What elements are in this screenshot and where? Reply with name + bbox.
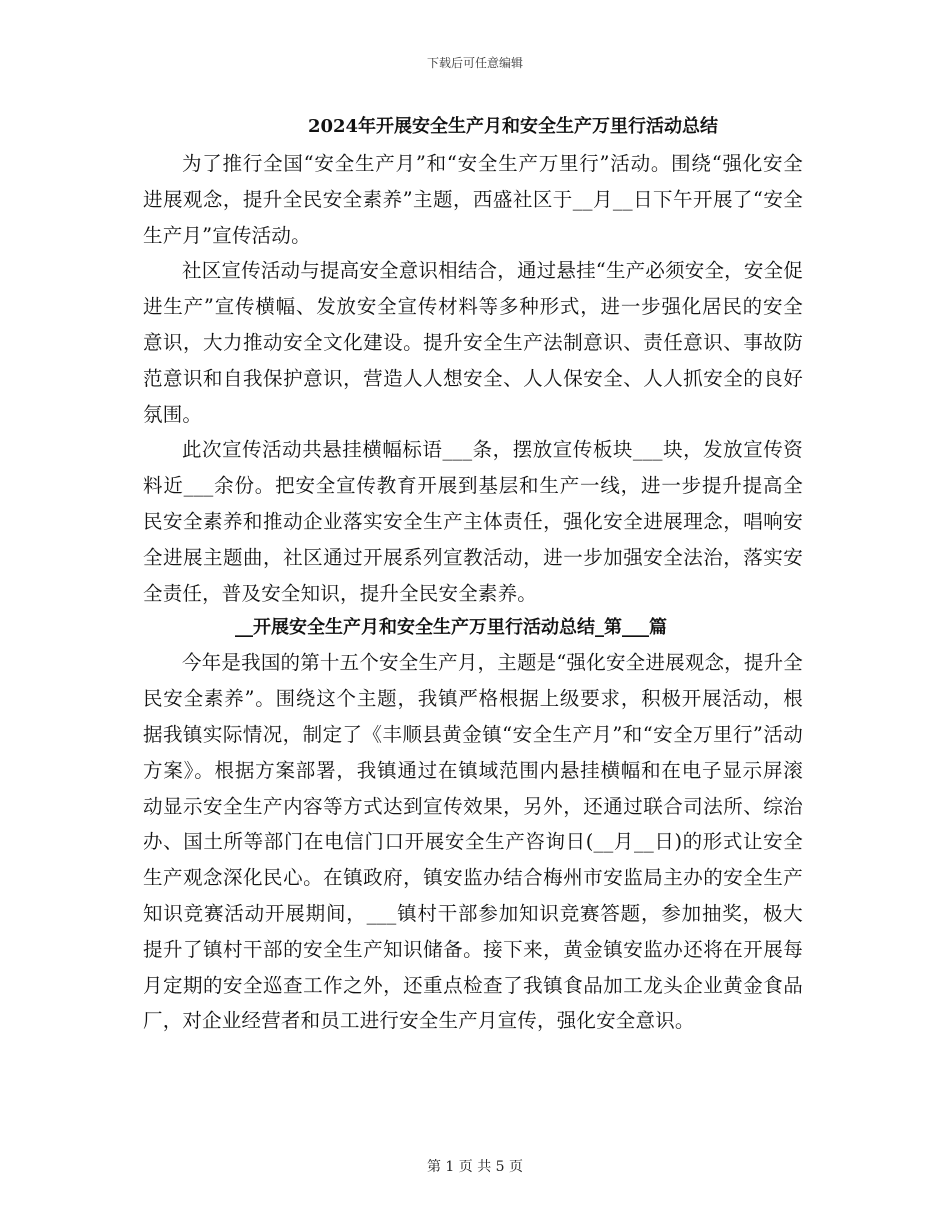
paragraph-3: 此次宣传活动共悬挂横幅标语___条，摆放宣传板块___块，发放宣传资料近___余份。把安全宣传教育开展到基层和生产一线，进一步提升提高全民安全素养和推动企业落实安全生产主体责任，强化安全进展理念，唱响安全进展主题曲，社区通过开展系列宣教活动，进一步加强安全法治，落实安全责任，普及安全知识，提升全民安全素养。 xyxy=(143,438,803,605)
document-body xyxy=(143,110,803,1039)
paragraph-2: 社区宣传活动与提高安全意识相结合，通过悬挂“生产必须安全，安全促进生产”宣传横幅、发放安全宣传材料等多种形式，进一步强化居民的安全意识，大力推动安全文化建设。提升安全生产法制意识、责任意识、事故防范意识和自我保护意识，营造人人想安全、人人保安全、人人抓安全的良好氛围。 xyxy=(143,259,803,426)
document-title: 2024年开展安全生产月和安全生产万里行活动总结 xyxy=(307,116,719,137)
header-note: 下载后可任意编辑 xyxy=(426,56,523,70)
paragraph-1: 为了推行全国“安全生产月”和“安全生产万里行”活动。围绕“强化安全进展观念，提升全民安全素养”主题，西盛社区于__月__日下午开展了“安全生产月”宣传活动。 xyxy=(143,152,803,247)
section-paragraph-1: 今年是我国的第十五个安全生产月，主题是“强化安全进展观念，提升全民安全素养”。围绕这个主题，我镇严格根据上级要求，积极开展活动，根据我镇实际情况，制定了《丰顺县黄金镇“安全生产月”和“安全万里行”活动方案》。根据方案部署，我镇通过在镇域范围内悬挂横幅和在电子显示屏滚动显示安全生产内容等方式达到宣传效果，另外，还通过联合司法所、综治办、国土所等部门在电信门口开展安全生产咨询日(__月__日)的形式让安全生产观念深化民心。在镇政府，镇安监办结合梅州市安监局主办的安全生产知识竞赛活动开展期间，___镇村干部参加知识竞赛答题，参加抽奖，极大提升了镇村干部的安全生产知识储备。接下来，黄金镇安监办还将在开展每月定期的安全巡查工作之外，还重点检查了我镇食品加工龙头企业黄金食品厂，对企业经营者和员工进行安全生产月宣传，强化安全意识。 xyxy=(143,651,803,1033)
page-number: 第 1 页 共 5 页 xyxy=(426,1159,524,1175)
section-title: __开展安全生产月和安全生产万里行活动总结_第___篇 xyxy=(235,617,667,639)
